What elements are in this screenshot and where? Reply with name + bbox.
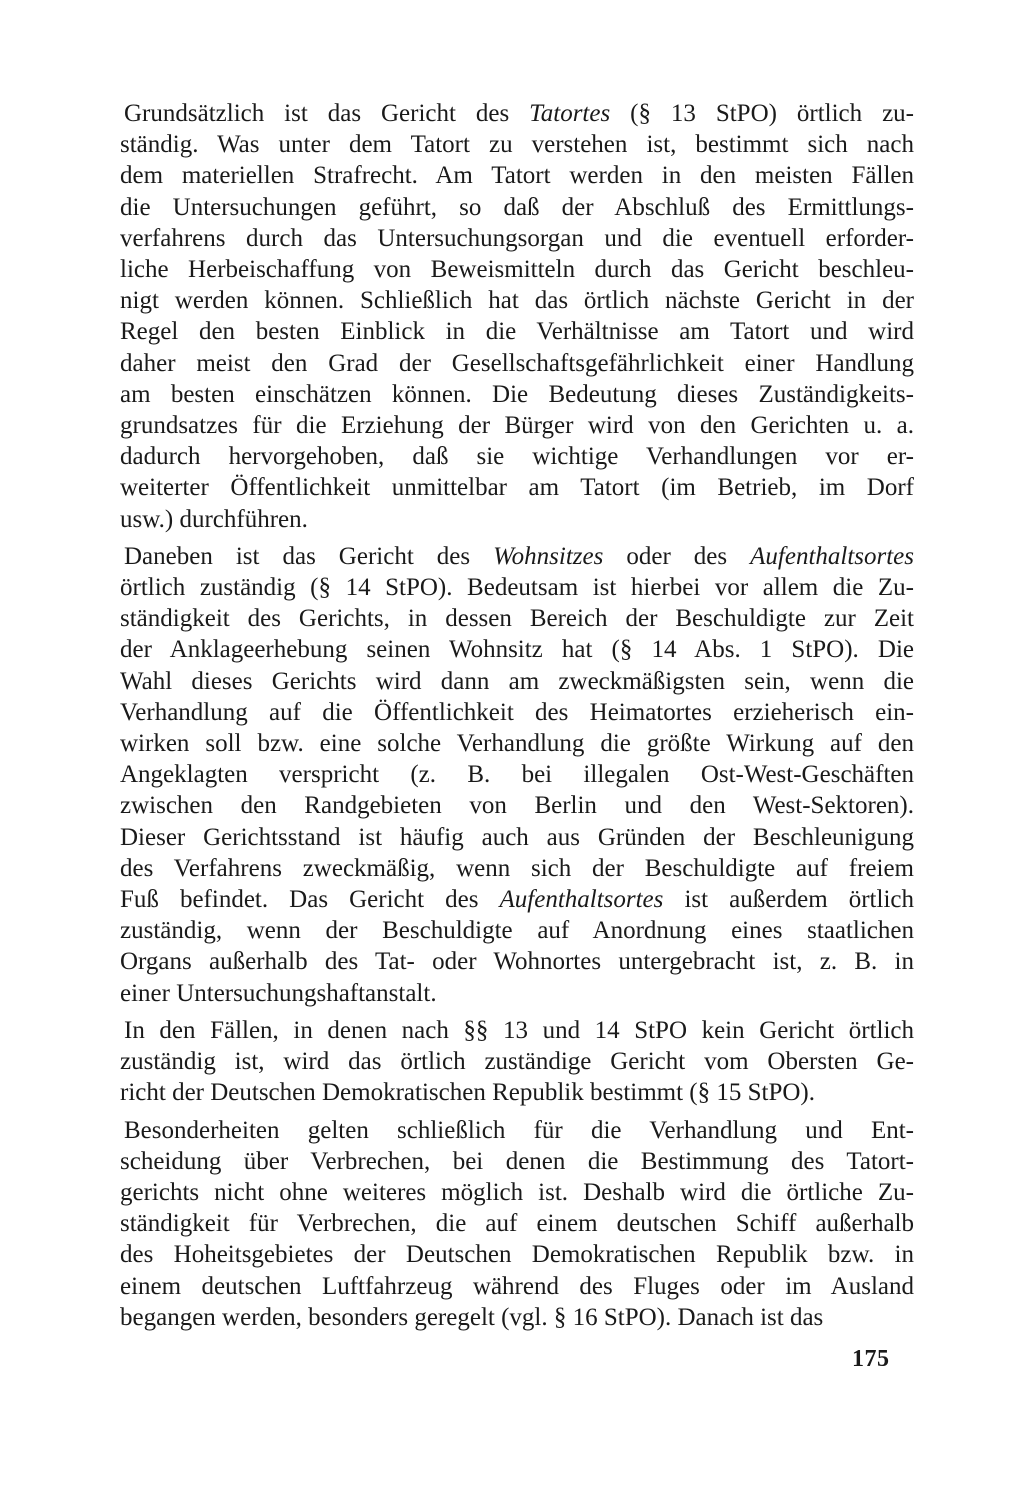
text-segment: einem deutschen Luftfahrzeug während des Fluges oder im Ausland <box>120 1272 914 1300</box>
text-segment: einer Untersuchungshaftanstalt. <box>120 979 437 1007</box>
text-segment: die Untersuchungen geführt, so daß der Abschluß des Ermittlungs- <box>120 193 914 221</box>
italic-term: Tatortes <box>529 100 611 127</box>
text-line <box>116 728 914 759</box>
text-segment: ist außerdem örtlich <box>663 886 914 914</box>
text-line <box>116 98 914 129</box>
text-line <box>116 192 914 223</box>
text-segment: oder des <box>603 542 751 570</box>
text-segment: daher meist den Grad der Gesellschaftsgefährlichkeit einer Handlung <box>120 349 914 377</box>
text-line <box>116 1046 914 1077</box>
text-line <box>116 572 914 603</box>
text-segment: Verhandlung auf die Öffentlichkeit des Heimatortes erzieherisch ein- <box>120 698 914 726</box>
text-line <box>116 1077 914 1108</box>
text-segment: Dieser Gerichtsstand ist häufig auch aus Gründen der Beschleunigung <box>120 823 914 851</box>
text-segment: am besten einschätzen können. Die Bedeutung dieses Zuständigkeits- <box>120 380 914 408</box>
text-line <box>116 946 914 977</box>
text-line <box>116 160 914 191</box>
paragraph <box>116 98 914 535</box>
text-line <box>116 379 914 410</box>
text-segment: grundsatzes für die Erziehung der Bürger wird von den Gerichten u. a. <box>120 412 914 440</box>
text-line <box>116 603 914 634</box>
text-line <box>116 129 914 160</box>
text-segment: begangen werden, besonders geregelt (vgl. § 16 StPO). Danach ist das <box>120 1303 824 1331</box>
text-segment: Angeklagten verspricht (z. B. bei illegalen Ost-West-Geschäften <box>120 761 914 789</box>
text-segment: Daneben ist das Gericht des <box>124 542 494 570</box>
text-line <box>116 697 914 728</box>
text-segment: liche Herbeischaffung von Beweismitteln durch das Gericht beschleu- <box>120 256 914 284</box>
text-line <box>116 1208 914 1239</box>
text-line <box>116 254 914 285</box>
text-line <box>116 348 914 379</box>
italic-term: Aufenthaltsortes <box>750 542 915 570</box>
text-line <box>116 1015 914 1046</box>
text-line <box>116 223 914 254</box>
text-segment: Besonderheiten gelten schließlich für die Verhandlung und Ent- <box>124 1116 914 1144</box>
text-line <box>116 884 914 915</box>
text-line <box>116 1177 914 1208</box>
text-line <box>116 790 914 821</box>
text-line <box>116 285 914 316</box>
text-segment: Regel den besten Einblick in die Verhältnisse am Tatort und wird <box>120 318 914 346</box>
text-segment: Organs außerhalb des Tat- oder Wohnortes untergebracht ist, z. B. in <box>120 948 914 976</box>
text-segment: Fuß befindet. Das Gericht des <box>120 886 500 914</box>
text-segment: gerichts nicht ohne weiteres möglich ist. Deshalb wird die örtliche Zu- <box>120 1178 914 1206</box>
text-line <box>116 316 914 347</box>
text-line <box>116 634 914 665</box>
text-line <box>116 853 914 884</box>
text-segment: ständigkeit für Verbrechen, die auf einem deutschen Schiff außerhalb <box>120 1210 914 1238</box>
text-line <box>116 1302 914 1333</box>
italic-term: Wohnsitzes <box>493 542 604 570</box>
text-line <box>116 759 914 790</box>
text-line <box>116 666 914 697</box>
text-line <box>116 915 914 946</box>
text-segment: weiterter Öffentlichkeit unmittelbar am Tatort (im Betrieb, im Dorf <box>120 474 914 502</box>
paragraph <box>116 1015 914 1109</box>
text-segment: scheidung über Verbrechen, bei denen die Bestimmung des Tatort- <box>120 1147 914 1175</box>
text-segment: Wahl dieses Gerichts wird dann am zweckmäßigsten sein, wenn die <box>120 667 914 695</box>
text-segment: ständigkeit des Gerichts, in dessen Bereich der Beschuldigte zur Zeit <box>120 605 914 633</box>
italic-term: Aufenthaltsortes <box>499 886 664 914</box>
text-line <box>116 822 914 853</box>
text-segment: des Verfahrens zweckmäßig, wenn sich der Beschuldigte auf freiem <box>120 854 914 882</box>
text-line <box>116 1115 914 1146</box>
text-line <box>116 541 914 572</box>
text-segment: zuständig ist, wird das örtlich zuständige Gericht vom Obersten Ge- <box>120 1048 914 1076</box>
text-line <box>116 472 914 503</box>
text-segment: dadurch hervorgehoben, daß sie wichtige Verhandlungen vor er- <box>120 443 914 471</box>
text-line <box>116 441 914 472</box>
text-line <box>116 504 914 535</box>
paragraph <box>116 541 914 1009</box>
body-text <box>116 98 914 1339</box>
text-line <box>116 1146 914 1177</box>
text-segment: dem materiellen Strafrecht. Am Tatort werden in den meisten Fällen <box>120 162 914 190</box>
text-segment: nigt werden können. Schließlich hat das örtlich nächste Gericht in der <box>120 287 914 315</box>
text-line <box>116 1239 914 1270</box>
text-segment: (§ 13 StPO) örtlich zu- <box>610 100 915 127</box>
text-segment: In den Fällen, in denen nach §§ 13 und 14 StPO kein Gericht örtlich <box>124 1016 914 1044</box>
text-line <box>116 978 914 1009</box>
text-segment: der Anklageerhebung seinen Wohnsitz hat (§ 14 Abs. 1 StPO). Die <box>120 636 914 664</box>
text-segment: ständig. Was unter dem Tatort zu verstehen ist, bestimmt sich nach <box>120 131 914 159</box>
text-segment: richt der Deutschen Demokratischen Republik bestimmt (§ 15 StPO). <box>120 1079 816 1107</box>
text-line <box>116 1271 914 1302</box>
text-segment: örtlich zuständig (§ 14 StPO). Bedeutsam ist hierbei vor allem die Zu- <box>120 574 914 602</box>
text-segment: usw.) durchführen. <box>120 505 308 533</box>
text-line <box>116 410 914 441</box>
text-segment: verfahrens durch das Untersuchungsorgan und die eventuell erforder- <box>120 224 914 252</box>
text-segment: wirken soll bzw. eine solche Verhandlung die größte Wirkung auf den <box>120 730 914 758</box>
text-segment: zwischen den Randgebieten von Berlin und den West-Sektoren). <box>120 792 914 820</box>
paragraph <box>116 1115 914 1333</box>
text-segment: Grundsätzlich ist das Gericht des <box>124 100 530 127</box>
text-segment: des Hoheitsgebietes der Deutschen Demokratischen Republik bzw. in <box>120 1241 914 1269</box>
text-segment: zuständig, wenn der Beschuldigte auf Anordnung eines staatlichen <box>120 917 914 945</box>
page-number: 175 <box>852 1346 890 1372</box>
